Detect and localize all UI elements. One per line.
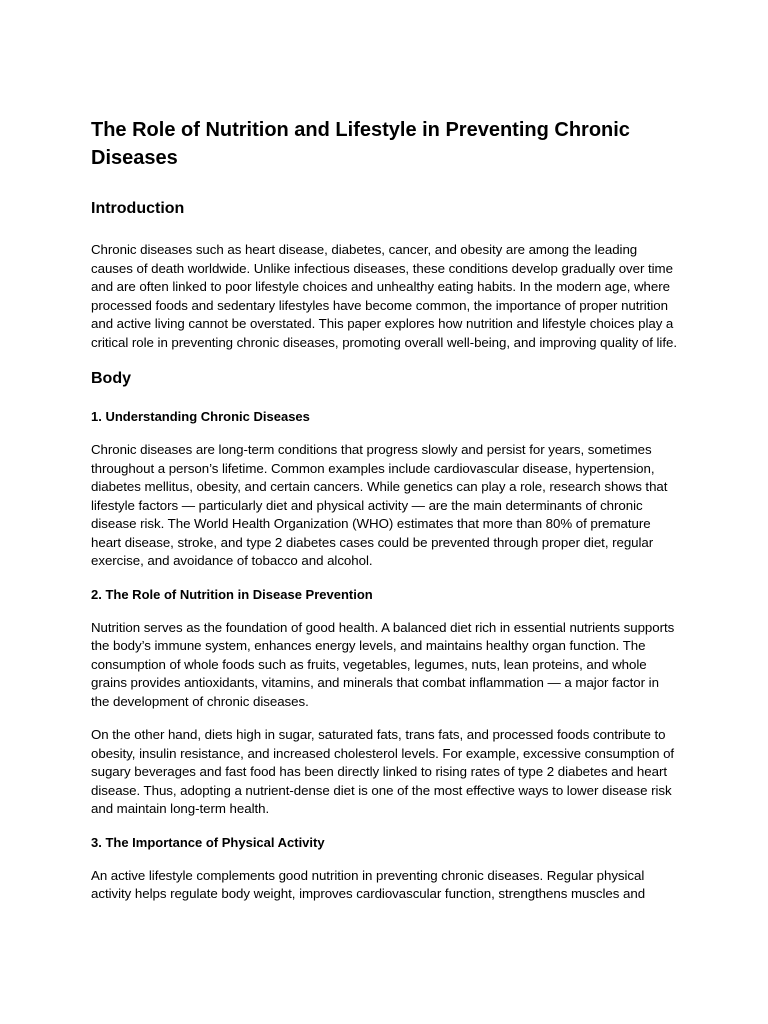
- section-heading-physical-activity: 3. The Importance of Physical Activity: [91, 834, 325, 850]
- introduction-heading: Introduction: [91, 200, 185, 217]
- introduction-paragraph: Chronic diseases such as heart disease, diabetes, cancer, and obesity are among the leading causes of death worldwide. Unlike infectious diseases, these conditions develop gradually over time and are often linked to poor lifestyle choices and unhealthy eating habits. In the modern age, where processed foods and sedentary lifestyles have become common, the importance of proper nutrition and active living cannot be overstated. This paper explores how nutrition and lifestyle choices play a critical role in preventing chronic diseases, promoting overall well-being, and improving quality of life.: [91, 242, 677, 350]
- document-title: The Role of Nutrition and Lifestyle in Preventing Chronic Diseases: [91, 119, 630, 169]
- body-heading: Body: [91, 370, 131, 387]
- section-paragraph: An active lifestyle complements good nutrition in preventing chronic diseases. Regular physical activity helps regulate body weight, improves cardiovascular function, strengthens muscles and: [91, 867, 646, 901]
- section-heading-role-of-nutrition: 2. The Role of Nutrition in Disease Prevention: [91, 586, 373, 602]
- section-paragraph: Nutrition serves as the foundation of good health. A balanced diet rich in essential nutrients supports the body’s immune system, enhances energy levels, and maintains healthy organ function. The consumption of whole foods such as fruits, vegetables, legumes, nuts, lean proteins, and whole grains provides antioxidants, vitamins, and minerals that combat inflammation — a major factor in the development of chronic diseases.: [91, 619, 675, 709]
- section-paragraph: Chronic diseases are long-term conditions that progress slowly and persist for years, sometimes throughout a person’s lifetime. Common examples include cardiovascular disease, hypertension, diabetes mellitus, obesity, and certain cancers. While genetics can play a role, research shows that lifestyle factors — particularly diet and physical activity — are the main determinants of chronic disease risk. The World Health Organization (WHO) estimates that more than 80% of premature heart disease, stroke, and type 2 diabetes cases could be prevented through proper diet, regular exercise, and avoidance of tobacco and alcohol.: [91, 442, 668, 568]
- section-heading-understanding-chronic-diseases: 1. Understanding Chronic Diseases: [91, 409, 310, 424]
- section-paragraph: On the other hand, diets high in sugar, saturated fats, trans fats, and processed foods contribute to obesity, insulin resistance, and increased cholesterol levels. For example, excessive consumption of sugary beverages and fast food has been directly linked to rising rates of type 2 diabetes and heart disease. Thus, adopting a nutrient-dense diet is one of the most effective ways to lower disease risk and maintain long-term health.: [91, 727, 675, 816]
